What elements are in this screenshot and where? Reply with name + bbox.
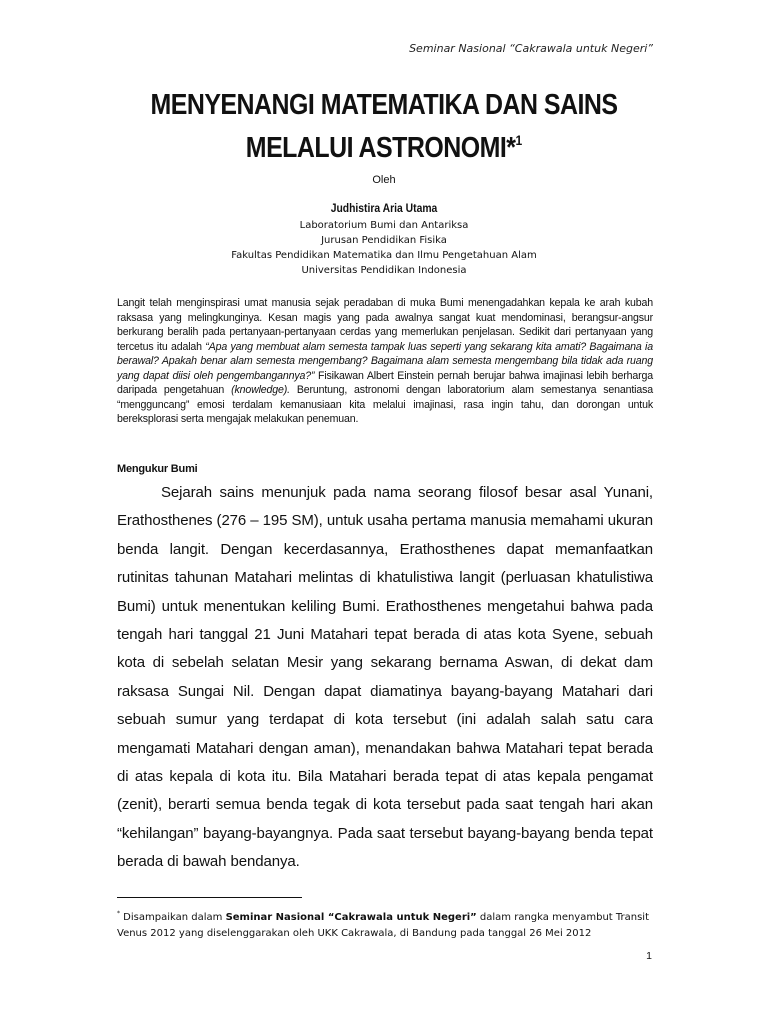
footnote bbox=[117, 906, 657, 942]
body-paragraph: Sejarah sains menunjuk pada nama seorang filosof besar asal Yunani, Erathosthenes (276 – 195 SM), untuk usaha pertama manusia memahami ukuran benda langit. Dengan kecerdasannya, Erathosthenes dapat memanfaatkan rutinitas tahunan Matahari melintas di khatulistiwa langit (perluasan khatulistiwa Bumi) untuk menentukan keliling Bumi. Erathosthenes mengetahui bahwa pada tengah hari tanggal 21 Juni Matahari tepat berada di atas kota Syene, sebuah kota di sebelah selatan Mesir yang sekarang bernama Aswan, di dekat dam raksasa Sungai Nil. Dengan dapat diamatinya bayang-bayang Matahari dari sebuah sumur yang terdapat di kota tersebut (ini adalah salah satu cara mengamati Matahari dengan aman), menandakan bahwa Matahari tepat berada di atas kepala di kota itu. Bila Matahari berada tepat di atas kepala pengamat (zenit), berarti semua benda tegak di kota tersebut pada saat tengah hari akan “kehilangan” bayang-bayangnya. Pada saat tersebut bayang-bayang benda tepat berada di bawah bendanya. bbox=[117, 484, 653, 871]
abstract-term: (knowledge). bbox=[231, 384, 290, 396]
page-number: 1 bbox=[646, 950, 652, 962]
abstract-text: Fisikawan Albert Einstein pernah berujar bahwa imajinasi lebih berharga daripada pengetahuan bbox=[117, 369, 653, 396]
title-line-2 bbox=[105, 123, 662, 166]
byline: Oleh bbox=[372, 174, 396, 186]
running-header: Seminar Nasional “Cakrawala untuk Negeri” bbox=[409, 42, 653, 55]
title-footnote-marker: 1 bbox=[515, 132, 523, 148]
abstract-text: Beruntung, astronomi dengan laboratorium alam semestanya senantiasa “mengguncang” emosi terdalam kemanusiaan kita melalui imajinasi, rasa ingin tahu, dan dorongan untuk bereksplorasi serta mengajak melakukan penemuan. bbox=[117, 384, 653, 425]
author-affiliations bbox=[0, 218, 768, 278]
footnote-marker: * bbox=[117, 910, 120, 917]
affiliation-line: Laboratorium Bumi dan Antariksa bbox=[299, 220, 469, 231]
title-line-1: MENYENANGI MATEMATIKA DAN SAINS bbox=[150, 89, 618, 121]
footnote-text: Disampaikan dalam bbox=[120, 912, 226, 923]
abstract-quote: “Apa yang membuat alam semesta tampak luas seperti yang sekarang kita amati? Bagaimana ia berawal? Apakah benar alam semesta mengembang? Bagaimana alam semesta mengembang bila tidak ada ruang yang dapat diisi oleh pengembangannya?” bbox=[117, 340, 653, 382]
section-body bbox=[117, 479, 653, 877]
footnote-divider bbox=[117, 897, 302, 898]
title-line-2-text: MELALUI ASTRONOMI* bbox=[245, 132, 516, 164]
footnote-text: dalam rangka menyambut Transit Venus 2012 yang diselenggarakan oleh UKK Cakrawala, di Bandung pada tanggal 26 Mei 2012 bbox=[117, 912, 650, 939]
author-name: Judhistira Aria Utama bbox=[330, 203, 438, 215]
affiliation-line: Jurusan Pendidikan Fisika bbox=[321, 235, 447, 246]
affiliation-line: Fakultas Pendidikan Matematika dan Ilmu Pengetahuan Alam bbox=[231, 250, 537, 261]
paper-title bbox=[105, 88, 662, 166]
footnote-event-name: Seminar Nasional “Cakrawala untuk Negeri” bbox=[225, 912, 477, 923]
section-heading: Mengukur Bumi bbox=[117, 463, 198, 475]
abstract-text: Langit telah menginspirasi umat manusia sejak peradaban di muka Bumi menengadahkan kepala ke arah kubah raksasa yang melingkunginya. Kesan magis yang pada awalnya sangat kuat mendominasi, berangsur-angsur berkurang beralih pada pertanyaan-pertanyaan cerdas yang memerlukan penjelasan. Sedikit dari pertanyaan yang tercetus itu adalah bbox=[117, 297, 653, 353]
abstract bbox=[117, 296, 653, 427]
affiliation-line: Universitas Pendidikan Indonesia bbox=[301, 265, 467, 276]
